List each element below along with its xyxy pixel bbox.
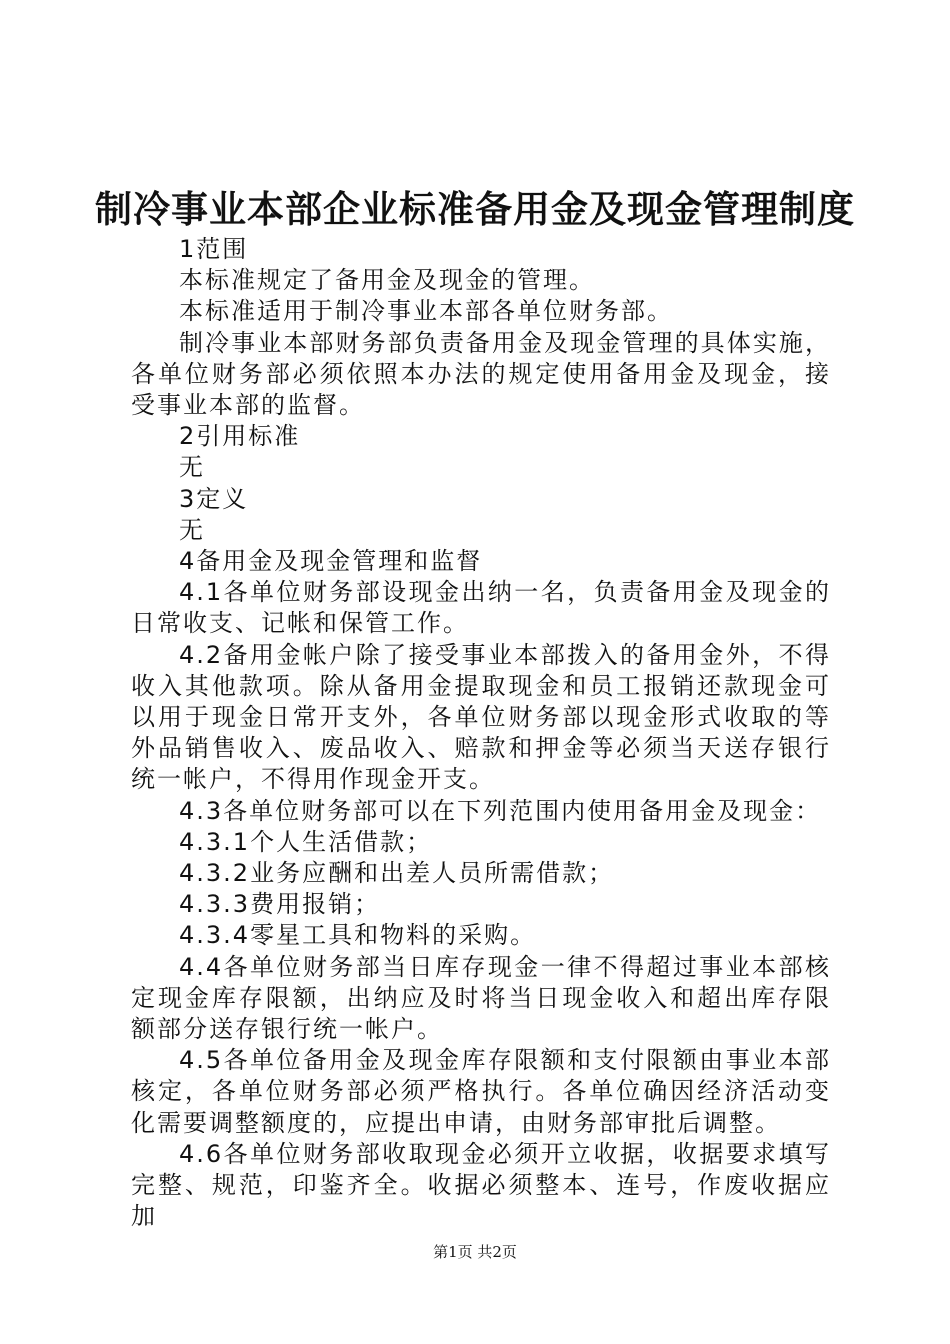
paragraph: 4.2备用金帐户除了接受事业本部拨入的备用金外，不得收入其他款项。除从备用金提取现金和员工报销还款现金可以用于现金日常开支外，各单位财务部以现金形式收取的等外品销售收入、废品收入、赔款和押金等必须当天送存银行统一帐户，不得用作现金开支。 bbox=[131, 640, 831, 794]
paragraph: 本标准适用于制冷事业本部各单位财务部。 bbox=[179, 297, 673, 326]
paragraph: 4.6各单位财务部收取现金必须开立收据，收据要求填写完整、规范，印鉴齐全。收据必须整本、连号，作废收据应加 bbox=[131, 1139, 831, 1231]
list-item: 4.3.1个人生活借款； bbox=[179, 827, 433, 856]
page-footer: 第1页 共2页 bbox=[433, 1243, 517, 1261]
document-body bbox=[131, 234, 831, 1233]
section-heading: 4备用金及现金管理和监督 bbox=[179, 547, 483, 576]
paragraph: 4.3各单位财务部可以在下列范围内使用备用金及现金： bbox=[179, 796, 822, 825]
list-item: 4.3.2业务应酬和出差人员所需借款； bbox=[179, 859, 615, 888]
section-heading: 3定义 bbox=[179, 484, 249, 513]
list-item: 4.3.3费用报销； bbox=[179, 890, 381, 919]
paragraph: 4.1各单位财务部设现金出纳一名，负责备用金及现金的日常收支、记帐和保管工作。 bbox=[131, 578, 831, 638]
section-heading: 2引用标准 bbox=[179, 422, 301, 451]
paragraph: 制冷事业本部财务部负责备用金及现金管理的具体实施，各单位财务部必须依照本办法的规定使用备用金及现金，接受事业本部的监督。 bbox=[131, 328, 831, 420]
paragraph: 本标准规定了备用金及现金的管理。 bbox=[179, 266, 595, 295]
paragraph: 4.5各单位备用金及现金库存限额和支付限额由事业本部核定，各单位财务部必须严格执行。各单位确因经济活动变化需要调整额度的，应提出申请，由财务部审批后调整。 bbox=[131, 1046, 831, 1137]
document-title: 制冷事业本部企业标准备用金及现金管理制度 bbox=[95, 187, 855, 231]
section-heading: 1范围 bbox=[179, 235, 249, 263]
paragraph: 无 bbox=[179, 453, 205, 482]
paragraph: 4.4各单位财务部当日库存现金一律不得超过事业本部核定现金库存限额，出纳应及时将当日现金收入和超出库存限额部分送存银行统一帐户。 bbox=[131, 952, 831, 1044]
paragraph: 无 bbox=[179, 515, 205, 544]
list-item: 4.3.4零星工具和物料的采购。 bbox=[179, 921, 537, 950]
